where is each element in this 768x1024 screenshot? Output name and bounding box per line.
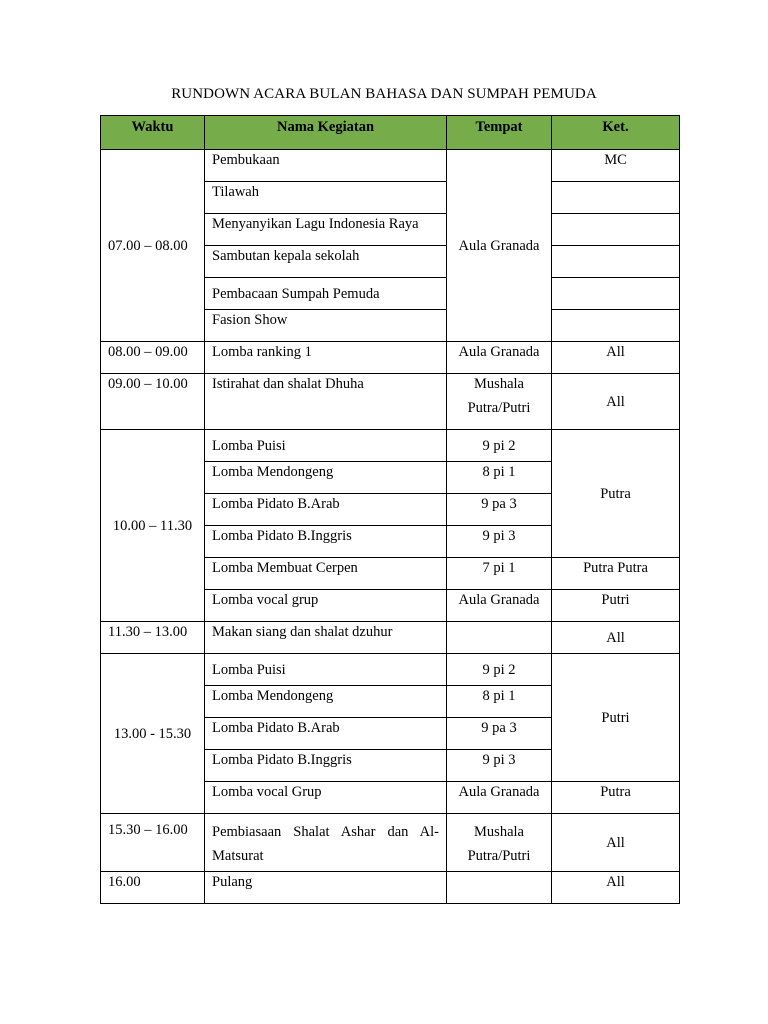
note-cell-empty <box>552 246 680 278</box>
place-cell: 9 pa 3 <box>447 494 552 526</box>
activity-cell: Sambutan kepala sekolah <box>205 246 447 278</box>
time-cell: 08.00 – 09.00 <box>101 342 205 374</box>
header-tempat: Tempat <box>447 116 552 150</box>
place-cell: 8 pi 1 <box>447 686 552 718</box>
table-row <box>101 872 680 904</box>
activity-cell: Lomba Pidato B.Inggris <box>205 526 447 558</box>
place-line: Putra/Putri <box>467 848 531 864</box>
activity-cell: Tilawah <box>205 182 447 214</box>
place-cell: Aula Granada <box>447 342 552 374</box>
place-line: Putra/Putri <box>467 400 531 416</box>
note-cell: All <box>552 814 680 872</box>
time-cell: 10.00 – 11.30 <box>101 430 205 622</box>
place-cell: 9 pi 3 <box>447 526 552 558</box>
place-cell: 9 pa 3 <box>447 718 552 750</box>
document-title: RUNDOWN ACARA BULAN BAHASA DAN SUMPAH PEMUDA <box>171 86 597 102</box>
note-cell-empty <box>552 214 680 246</box>
table-row <box>101 814 680 872</box>
note-cell: All <box>552 374 680 430</box>
activity-cell: Lomba Pidato B.Inggris <box>205 750 447 782</box>
activity-cell: Menyanyikan Lagu Indonesia Raya <box>205 214 447 246</box>
table-row <box>101 150 680 182</box>
note-cell: All <box>552 872 680 904</box>
note-cell: MC <box>552 150 680 182</box>
activity-cell: Lomba Membuat Cerpen <box>205 558 447 590</box>
header-ket: Ket. <box>552 116 680 150</box>
place-line: Mushala <box>474 824 524 840</box>
activity-cell: Pembukaan <box>205 150 447 182</box>
activity-cell: Lomba Mendongeng <box>205 686 447 718</box>
activity-cell: Lomba Puisi <box>205 654 447 686</box>
place-cell: Aula Granada <box>447 590 552 622</box>
time-cell: 16.00 <box>101 872 205 904</box>
activity-cell: Makan siang dan shalat dzuhur <box>205 622 447 654</box>
rundown-table <box>100 115 680 904</box>
place-cell: 9 pi 2 <box>447 430 552 462</box>
activity-cell: Lomba vocal Grup <box>205 782 447 814</box>
time-cell: 09.00 – 10.00 <box>101 374 205 430</box>
place-cell: 9 pi 3 <box>447 750 552 782</box>
activity-cell: Istirahat dan shalat Dhuha <box>205 374 447 430</box>
time-cell: 07.00 – 08.00 <box>101 150 205 342</box>
note-cell-empty <box>552 310 680 342</box>
place-cell: Aula Granada <box>447 782 552 814</box>
table-row <box>101 654 680 686</box>
place-cell <box>447 814 552 872</box>
activity-cell: Lomba Mendongeng <box>205 462 447 494</box>
header-nama-kegiatan: Nama Kegiatan <box>205 116 447 150</box>
activity-cell: Lomba Pidato B.Arab <box>205 494 447 526</box>
place-cell: 8 pi 1 <box>447 462 552 494</box>
activity-cell: Pembiasaan Shalat Ashar dan Al-Matsurat <box>205 814 447 872</box>
header-waktu: Waktu <box>101 116 205 150</box>
note-cell: Putri <box>552 654 680 782</box>
activity-cell: Lomba ranking 1 <box>205 342 447 374</box>
time-cell: 11.30 – 13.00 <box>101 622 205 654</box>
place-cell: Aula Granada <box>447 150 552 342</box>
place-cell-empty <box>447 872 552 904</box>
activity-cell: Pulang <box>205 872 447 904</box>
place-cell-empty <box>447 622 552 654</box>
note-cell: Putri <box>552 590 680 622</box>
place-cell <box>447 374 552 430</box>
note-cell: Putra <box>552 782 680 814</box>
place-cell: 7 pi 1 <box>447 558 552 590</box>
note-cell: All <box>552 342 680 374</box>
activity-cell: Pembacaan Sumpah Pemuda <box>205 278 447 310</box>
activity-cell: Lomba vocal grup <box>205 590 447 622</box>
activity-cell: Fasion Show <box>205 310 447 342</box>
note-cell-empty <box>552 182 680 214</box>
activity-cell: Lomba Puisi <box>205 430 447 462</box>
time-cell: 13.00 - 15.30 <box>101 654 205 814</box>
time-cell: 15.30 – 16.00 <box>101 814 205 872</box>
note-cell-empty <box>552 278 680 310</box>
table-header-row <box>101 116 680 150</box>
note-cell: Putra Putra <box>552 558 680 590</box>
place-cell: 9 pi 2 <box>447 654 552 686</box>
table-row <box>101 622 680 654</box>
activity-cell: Lomba Pidato B.Arab <box>205 718 447 750</box>
note-cell: All <box>552 622 680 654</box>
table-row <box>101 342 680 374</box>
table-row <box>101 430 680 462</box>
note-cell: Putra <box>552 430 680 558</box>
place-line: Mushala <box>474 376 524 392</box>
table-row <box>101 374 680 430</box>
